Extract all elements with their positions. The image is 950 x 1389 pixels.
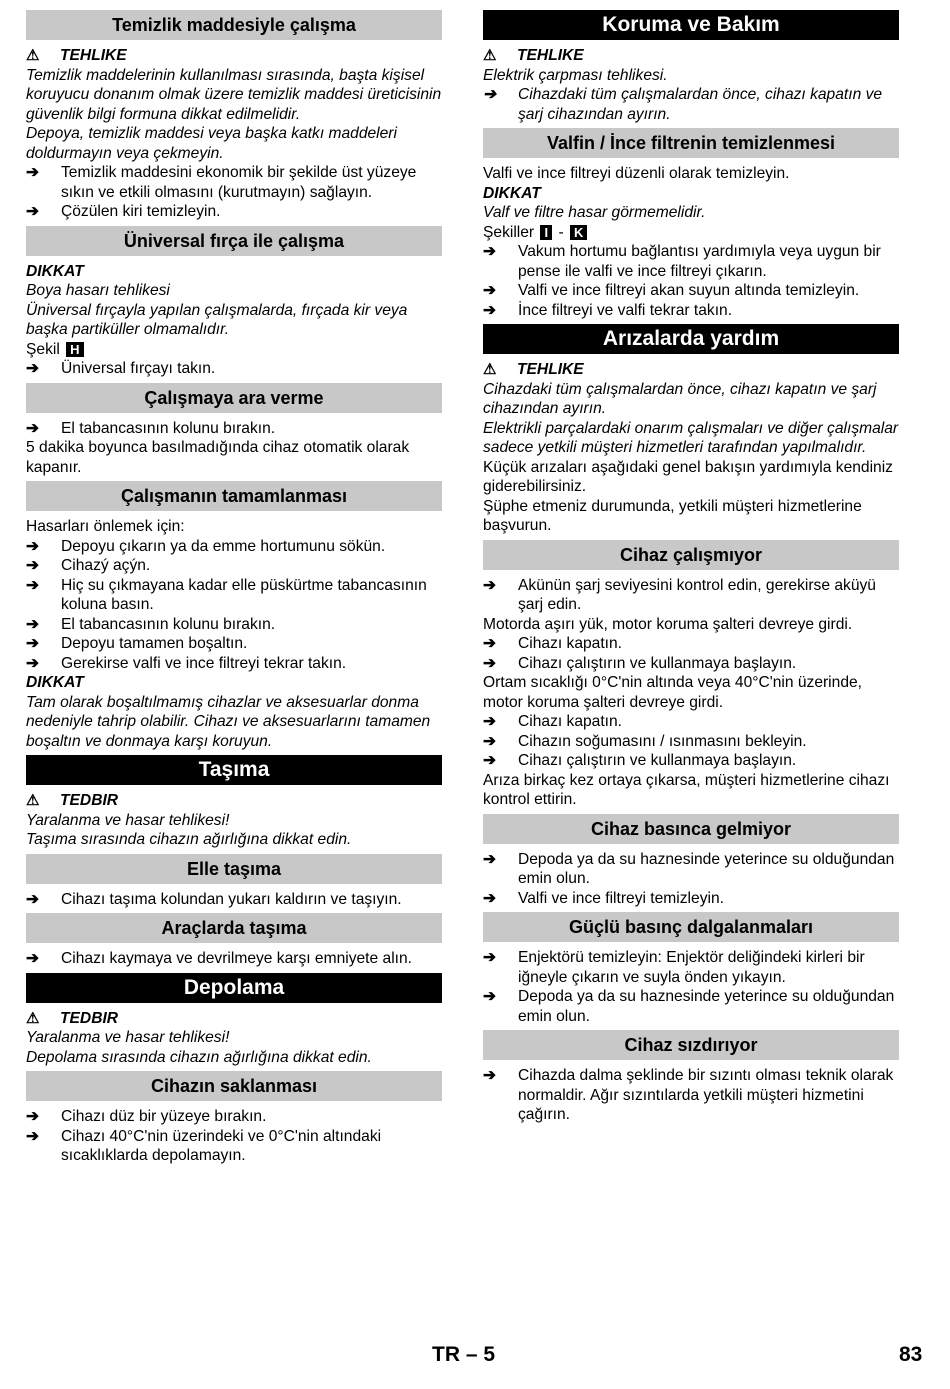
list-item-text: Cihazdaki tüm çalışmalardan önce, cihazı kapatın ve şarj cihazından ayırın. — [518, 86, 883, 123]
list-item-text: Valfi ve ince filtreyi akan suyun altında temizleyin. — [518, 282, 860, 299]
list-item — [26, 576, 442, 615]
section-heading: Cihaz basınca gelmiyor — [483, 814, 899, 844]
paragraph: Motorda aşırı yük, motor koruma şalteri devreye girdi. — [483, 615, 853, 633]
arrow-icon: ➔ — [26, 615, 40, 633]
arrow-icon: ➔ — [483, 889, 497, 907]
paragraph: 5 dakika boyunca basılmadığında cihaz otomatik olarak kapanır. — [26, 439, 410, 476]
list-item — [483, 301, 899, 321]
arrow-icon: ➔ — [26, 950, 40, 967]
list-item-text: Üniversal fırçayı takın. — [61, 360, 216, 377]
figure-range-dash: - — [558, 223, 564, 241]
arrow-icon: ➔ — [483, 86, 497, 103]
section-heading: Araçlarda taşıma — [26, 913, 442, 943]
list-item-text: Cihazı 40°C'nin üzerindeki ve 0°C'nin altındaki sıcaklıklarda depolamayın. — [61, 1127, 382, 1164]
list-item-text: Valfi ve ince filtreyi temizleyin. — [518, 889, 724, 907]
warning-triangle-icon: ⚠ — [26, 47, 40, 64]
list-item-text: El tabancasının kolunu bırakın. — [61, 615, 276, 633]
arrow-icon: ➔ — [483, 1067, 497, 1084]
list-item-text: Cihazı çalıştırın ve kullanmaya başlayın. — [518, 752, 797, 769]
caution-label: DIKKAT — [483, 184, 541, 202]
list-item-text: Çözülen kiri temizleyin. — [61, 203, 221, 220]
list-item-text: Depoda ya da su haznesinde yeterince su olduğundan emin olun. — [518, 850, 895, 887]
list-item — [483, 732, 899, 752]
section-heading: Güçlü basınç dalgalanmaları — [483, 912, 899, 942]
list-item — [26, 556, 442, 576]
list-item-text: Cihazı taşıma kolundan yukarı kaldırın ve taşıyın. — [61, 890, 402, 908]
list-item — [483, 634, 899, 654]
chapter-heading: Koruma ve Bakım — [483, 10, 899, 40]
arrow-icon: ➔ — [483, 301, 497, 319]
list-item — [483, 242, 899, 281]
list-item-text: Akünün şarj seviyesini kontrol edin, gerekirse aküyü şarj edin. — [518, 576, 876, 613]
paragraph: Boya hasarı tehlikesi — [26, 282, 170, 299]
list-item-text: Cihazda dalma şeklinde bir sızıntı olması teknik olarak normaldir. Ağır sızıntılarda yetkili müşteri hizmetini çağırın. — [518, 1067, 894, 1123]
arrow-icon: ➔ — [26, 203, 40, 220]
list-item-text: Cihazı kapatın. — [518, 713, 623, 730]
section-heading: Çalışmanın tamamlanması — [26, 481, 442, 511]
right-column — [483, 10, 899, 1125]
figure-badge: H — [66, 342, 83, 357]
list-item — [483, 948, 899, 987]
list-item — [483, 889, 899, 909]
footer-page-label: TR – 5 — [432, 1343, 496, 1366]
notice-label: TEDBIR — [60, 792, 119, 809]
notice-label: TEHLIKE — [517, 47, 584, 64]
list-item — [483, 850, 899, 889]
list-item — [26, 949, 442, 969]
list-item-text: Depoyu tamamen boşaltın. — [61, 635, 248, 652]
paragraph: Valf ve filtre hasar görmemelidir. — [483, 204, 706, 221]
list-item-text: Cihazý açýn. — [61, 557, 151, 574]
list-item — [26, 537, 442, 557]
list-item-text: Cihazı düz bir yüzeye bırakın. — [61, 1108, 267, 1125]
arrow-icon: ➔ — [26, 654, 40, 672]
list-item — [26, 634, 442, 654]
warning-triangle-icon: ⚠ — [483, 47, 497, 64]
danger-notice — [483, 360, 899, 380]
section-heading: Cihaz çalışmıyor — [483, 540, 899, 570]
figure-label: Şekil — [26, 340, 60, 358]
list-item — [26, 1127, 442, 1166]
warning-triangle-icon: ⚠ — [26, 792, 40, 809]
caution-notice — [26, 1009, 442, 1029]
paragraph: Valfi ve ince filtreyi düzenli olarak temizleyin. — [483, 165, 790, 182]
arrow-icon: ➔ — [483, 243, 497, 260]
paragraph: Yaralanma ve hasar tehlikesi! — [26, 811, 230, 829]
list-item — [483, 85, 899, 124]
arrow-icon: ➔ — [483, 752, 497, 769]
arrow-icon: ➔ — [26, 635, 40, 652]
arrow-icon: ➔ — [483, 732, 497, 750]
arrow-icon: ➔ — [26, 419, 40, 437]
warning-triangle-icon: ⚠ — [26, 1009, 40, 1027]
list-item — [483, 1066, 899, 1125]
list-item — [483, 987, 899, 1026]
section-heading: Temizlik maddesiyle çalışma — [26, 10, 442, 40]
arrow-icon: ➔ — [26, 1108, 40, 1125]
list-item-text: Cihazın soğumasını / ısınmasını bekleyin. — [518, 732, 807, 750]
paragraph: Şüphe etmeniz durumunda, yetkili müşteri hizmetlerine başvurun. — [483, 497, 862, 534]
arrow-icon: ➔ — [26, 576, 40, 594]
paragraph: Depolama sırasında cihazın ağırlığına dikkat edin. — [26, 1048, 372, 1066]
list-item — [483, 576, 899, 615]
figure-badge: I — [540, 225, 552, 240]
arrow-icon: ➔ — [26, 890, 40, 908]
list-item — [26, 890, 442, 910]
list-item-text: İnce filtreyi ve valfi tekrar takın. — [518, 301, 733, 319]
list-item — [26, 419, 442, 439]
list-item-text: Hiç su çıkmayana kadar elle püskürtme tabancasının koluna basın. — [61, 576, 427, 613]
list-item — [26, 654, 442, 674]
arrow-icon: ➔ — [26, 360, 40, 377]
figure-badge: K — [570, 225, 587, 240]
chapter-heading: Arızalarda yardım — [483, 324, 899, 354]
arrow-icon: ➔ — [26, 164, 40, 181]
section-heading: Çalışmaya ara verme — [26, 383, 442, 413]
notice-label: TEHLIKE — [517, 361, 584, 378]
paragraph: Taşıma sırasında cihazın ağırlığına dikkat edin. — [26, 831, 352, 848]
chapter-heading: Depolama — [26, 973, 442, 1003]
caution-notice — [26, 791, 442, 811]
arrow-icon: ➔ — [483, 635, 497, 652]
list-item — [26, 359, 442, 379]
paragraph: Üniversal fırçayla yapılan çalışmalarda, fırçada kir veya başka partiküller olmamalıdır. — [26, 301, 408, 338]
section-heading: Üniversal fırça ile çalışma — [26, 226, 442, 256]
warning-triangle-icon: ⚠ — [483, 361, 497, 378]
paragraph: Ortam sıcaklığı 0°C'nin altında veya 40°C'nin üzerinde, motor koruma şalteri devreye girdi. — [483, 674, 863, 711]
caution-label: DIKKAT — [26, 674, 84, 691]
page-number: 83 — [899, 1343, 923, 1366]
list-item — [26, 163, 442, 202]
danger-notice — [483, 46, 899, 66]
arrow-icon: ➔ — [26, 557, 40, 574]
list-item — [26, 615, 442, 635]
figure-reference — [26, 340, 442, 360]
arrow-icon: ➔ — [26, 1127, 40, 1145]
arrow-icon: ➔ — [483, 654, 497, 672]
list-item-text: Cihazı kaymaya ve devrilmeye karşı emniyete alın. — [61, 950, 412, 967]
arrow-icon: ➔ — [483, 988, 497, 1005]
arrow-icon: ➔ — [483, 850, 497, 868]
section-heading: Cihaz sızdırıyor — [483, 1030, 899, 1060]
arrow-icon: ➔ — [26, 537, 40, 555]
paragraph: Elektrik çarpması tehlikesi. — [483, 66, 668, 84]
list-item-text: El tabancasının kolunu bırakın. — [61, 419, 276, 437]
list-item — [483, 751, 899, 771]
paragraph: Yaralanma ve hasar tehlikesi! — [26, 1029, 230, 1046]
arrow-icon: ➔ — [483, 949, 497, 966]
paragraph: Arıza birkaç kez ortaya çıkarsa, müşteri hizmetlerine cihazı kontrol ettirin. — [483, 771, 890, 808]
chapter-heading: Taşıma — [26, 755, 442, 785]
figure-label: Şekiller — [483, 223, 535, 241]
arrow-icon: ➔ — [483, 713, 497, 730]
section-heading: Valfin / İnce filtrenin temizlenmesi — [483, 128, 899, 158]
list-item-text: Depoyu çıkarın ya da emme hortumunu sökün. — [61, 537, 386, 555]
arrow-icon: ➔ — [483, 282, 497, 299]
notice-label: TEDBIR — [60, 1009, 119, 1027]
paragraph: Depoya, temizlik maddesi veya başka katkı maddeleri doldurmayın veya çekmeyin. — [26, 125, 397, 162]
list-item — [483, 654, 899, 674]
paragraph: Elektrikli parçalardaki onarım çalışmaları ve diğer çalışmalar sadece yetkili müşteri hizmetleri tarafından yapılmalıdır. — [483, 419, 899, 456]
list-item-text: Depoda ya da su haznesinde yeterince su olduğundan emin olun. — [518, 988, 895, 1025]
figure-reference — [483, 223, 899, 243]
danger-notice — [26, 46, 442, 66]
left-column — [26, 10, 442, 1166]
list-item-text: Vakum hortumu bağlantısı yardımıyla veya uygun bir pense ile valfi ve ince filtreyi çıkarın. — [518, 243, 881, 280]
paragraph: Temizlik maddelerinin kullanılması sırasında, başta kişisel koruyucu donanım olmak üzere temizlik maddesi üreticisinin güvenlik bilgi formuna dikkat edilmelidir. — [26, 66, 442, 123]
list-item — [483, 712, 899, 732]
list-item-text: Enjektörü temizleyin: Enjektör deliğindeki kirleri bir iğneyle çıkarın ve suyla önden yıkayın. — [518, 949, 865, 986]
paragraph: Hasarları önlemek için: — [26, 518, 185, 535]
list-item-text: Temizlik maddesini ekonomik bir şekilde üst yüzeye sıkın ve etkili olmasını (kurutmayın) sağlayın. — [61, 164, 417, 201]
paragraph: Küçük arızaları aşağıdaki genel bakışın yardımıyla kendiniz giderebilirsiniz. — [483, 458, 893, 495]
list-item-text: Cihazı çalıştırın ve kullanmaya başlayın. — [518, 654, 797, 672]
section-heading: Cihazın saklanması — [26, 1071, 442, 1101]
list-item-text: Gerekirse valfi ve ince filtreyi tekrar takın. — [61, 654, 347, 672]
arrow-icon: ➔ — [483, 576, 497, 594]
notice-label: TEHLIKE — [60, 47, 127, 64]
section-heading: Elle taşıma — [26, 854, 442, 884]
list-item — [26, 202, 442, 222]
list-item — [483, 281, 899, 301]
list-item-text: Cihazı kapatın. — [518, 635, 623, 652]
paragraph: Cihazdaki tüm çalışmalardan önce, cihazı kapatın ve şarj cihazından ayırın. — [483, 380, 877, 417]
list-item — [26, 1107, 442, 1127]
caution-label: DIKKAT — [26, 262, 84, 280]
paragraph: Tam olarak boşaltılmamış cihazlar ve aksesuarlar donma nedeniyle tahrip olabilir. Cihazı ve aksesuarlarını tamamen boşaltın ve donmaya karşı koruyun. — [26, 693, 431, 750]
